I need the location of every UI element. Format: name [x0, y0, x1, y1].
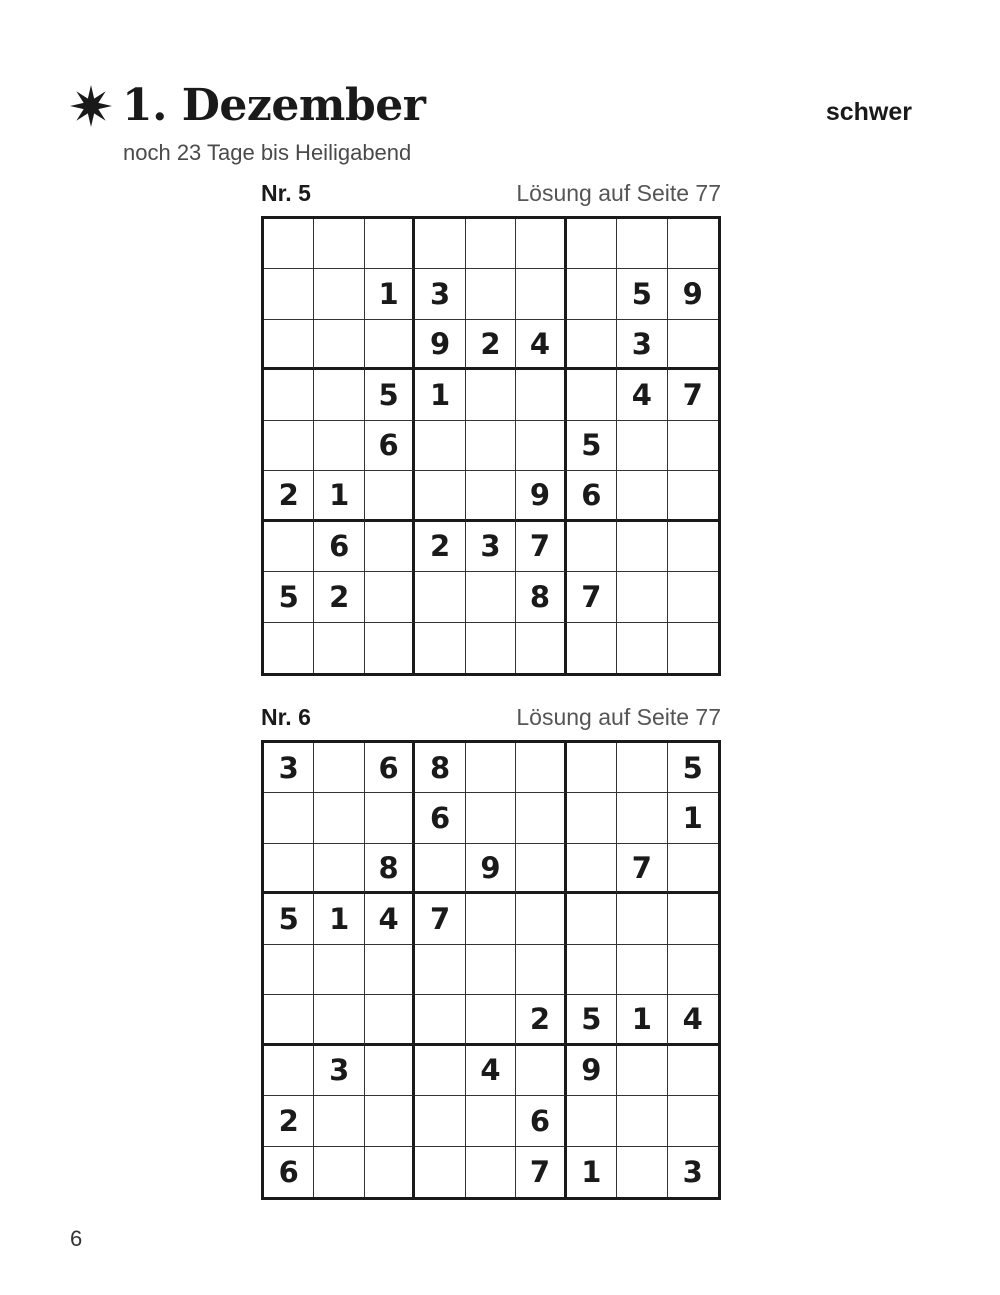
sudoku-cell[interactable]: 6 — [264, 1147, 314, 1197]
puzzle-header — [261, 704, 721, 732]
sudoku-cell[interactable]: 1 — [314, 894, 364, 944]
sudoku-cell[interactable] — [264, 522, 314, 572]
sudoku-cell[interactable] — [567, 219, 617, 269]
sudoku-cell[interactable] — [264, 320, 314, 370]
sudoku-cell[interactable] — [516, 623, 566, 673]
sudoku-cell[interactable]: 6 — [567, 471, 617, 521]
sudoku-cell[interactable]: 6 — [365, 743, 415, 793]
sudoku-cell[interactable] — [466, 623, 516, 673]
sudoku-cell[interactable]: 7 — [567, 572, 617, 622]
sudoku-cell[interactable] — [567, 945, 617, 995]
sudoku-cell[interactable]: 3 — [415, 269, 465, 319]
sudoku-cell[interactable] — [567, 743, 617, 793]
sudoku-cell[interactable]: 2 — [264, 471, 314, 521]
sudoku-cell[interactable] — [264, 1046, 314, 1096]
sudoku-cell[interactable] — [617, 572, 667, 622]
sudoku-cell[interactable] — [314, 219, 364, 269]
sudoku-cell[interactable] — [617, 471, 667, 521]
sudoku-cell[interactable] — [567, 320, 617, 370]
sudoku-cell[interactable] — [668, 522, 718, 572]
sudoku-cell[interactable]: 5 — [567, 421, 617, 471]
sudoku-cell[interactable] — [516, 370, 566, 420]
sudoku-cell[interactable]: 1 — [668, 793, 718, 843]
sudoku-puzzle-6 — [261, 704, 721, 1200]
sudoku-cell[interactable] — [567, 522, 617, 572]
sudoku-cell[interactable] — [466, 743, 516, 793]
sudoku-cell[interactable]: 4 — [365, 894, 415, 944]
sudoku-cell[interactable]: 5 — [365, 370, 415, 420]
sudoku-cell[interactable]: 8 — [516, 572, 566, 622]
sudoku-cell[interactable]: 4 — [466, 1046, 516, 1096]
sudoku-cell[interactable] — [264, 421, 314, 471]
sudoku-cell[interactable] — [567, 894, 617, 944]
sudoku-cell[interactable] — [516, 1046, 566, 1096]
difficulty-label: schwer — [825, 98, 912, 126]
sudoku-cell[interactable] — [516, 219, 566, 269]
sudoku-cell[interactable] — [516, 793, 566, 843]
sudoku-cell[interactable]: 2 — [314, 572, 364, 622]
sudoku-cell[interactable]: 5 — [668, 743, 718, 793]
sudoku-cell[interactable] — [314, 320, 364, 370]
sudoku-cell[interactable] — [314, 370, 364, 420]
sudoku-cell[interactable] — [264, 995, 314, 1045]
sudoku-cell[interactable] — [365, 945, 415, 995]
sudoku-cell[interactable] — [365, 1096, 415, 1146]
sudoku-cell[interactable]: 1 — [567, 1147, 617, 1197]
sudoku-cell[interactable] — [466, 1147, 516, 1197]
sudoku-cell[interactable]: 3 — [682, 1154, 703, 1189]
sudoku-cell[interactable] — [365, 1046, 415, 1096]
sudoku-cell[interactable] — [365, 219, 415, 269]
sudoku-cell[interactable] — [264, 269, 314, 319]
page-number: 6 — [70, 1226, 83, 1251]
sudoku-cell[interactable] — [668, 219, 718, 269]
sudoku-cell[interactable]: 1 — [365, 269, 415, 319]
sudoku-cell[interactable] — [466, 219, 516, 269]
sudoku-cell[interactable] — [567, 269, 617, 319]
sudoku-cell[interactable]: 9 — [567, 1046, 617, 1096]
sudoku-grid — [261, 740, 721, 1200]
sudoku-cell[interactable] — [264, 793, 314, 843]
sudoku-cell[interactable]: 7 — [415, 894, 465, 944]
sudoku-cell[interactable] — [617, 743, 667, 793]
puzzle-number: Nr. 6 — [261, 704, 311, 730]
sudoku-cell[interactable] — [264, 945, 314, 995]
sudoku-cell[interactable]: 9 — [466, 844, 516, 894]
sudoku-cell[interactable]: 6 — [415, 793, 465, 843]
sudoku-cell[interactable] — [617, 1046, 667, 1096]
sudoku-cell[interactable]: 6 — [516, 1096, 566, 1146]
sudoku-cell[interactable] — [314, 743, 364, 793]
sudoku-cell[interactable]: 5 — [617, 269, 667, 319]
sudoku-cell[interactable] — [314, 793, 364, 843]
sudoku-cell[interactable] — [314, 1096, 364, 1146]
sudoku-cell[interactable]: 5 — [567, 995, 617, 1045]
sudoku-cell[interactable] — [415, 623, 465, 673]
sudoku-cell[interactable] — [516, 743, 566, 793]
sudoku-cell[interactable] — [365, 471, 415, 521]
sudoku-cell[interactable] — [314, 844, 364, 894]
sudoku-cell[interactable] — [516, 421, 566, 471]
sudoku-grid — [261, 216, 721, 676]
sudoku-cell[interactable] — [516, 894, 566, 944]
sudoku-cell[interactable] — [516, 269, 566, 319]
sudoku-cell[interactable] — [668, 844, 718, 894]
sudoku-cell[interactable] — [466, 995, 516, 1045]
sudoku-cell[interactable] — [466, 370, 516, 420]
sudoku-cell[interactable]: 2 — [264, 1096, 314, 1146]
sudoku-cell[interactable] — [415, 1096, 465, 1146]
sudoku-cell[interactable]: 8 — [415, 743, 465, 793]
sudoku-cell[interactable]: 5 — [264, 894, 314, 944]
sudoku-cell[interactable] — [415, 1046, 465, 1096]
sudoku-cell[interactable]: 9 — [516, 471, 566, 521]
sudoku-cell[interactable] — [415, 844, 465, 894]
sudoku-cell[interactable] — [415, 219, 465, 269]
sudoku-cell[interactable]: 5 — [264, 572, 314, 622]
sudoku-cell[interactable]: 2 — [466, 320, 516, 370]
puzzle-header — [261, 180, 721, 208]
sudoku-cell[interactable] — [567, 793, 617, 843]
sudoku-cell[interactable] — [668, 320, 718, 370]
sudoku-cell[interactable] — [466, 471, 516, 521]
page-title: 1. Dezember — [122, 80, 426, 131]
sudoku-cell[interactable] — [617, 623, 667, 673]
sudoku-cell[interactable] — [668, 894, 718, 944]
sudoku-cell[interactable] — [668, 1046, 718, 1096]
sudoku-cell[interactable] — [415, 945, 465, 995]
sudoku-cell[interactable] — [466, 1096, 516, 1146]
sudoku-cell[interactable] — [365, 793, 415, 843]
sudoku-cell[interactable]: 4 — [617, 370, 667, 420]
sudoku-cell[interactable]: 3 — [264, 743, 314, 793]
sudoku-cell[interactable]: 6 — [365, 421, 415, 471]
sudoku-cell[interactable] — [415, 995, 465, 1045]
sudoku-cell[interactable] — [617, 1147, 667, 1197]
sudoku-cell[interactable] — [415, 572, 465, 622]
sudoku-cell[interactable] — [567, 1096, 617, 1146]
sudoku-cell[interactable] — [365, 995, 415, 1045]
sudoku-cell[interactable] — [264, 370, 314, 420]
sudoku-cell[interactable] — [314, 945, 364, 995]
sudoku-cell[interactable] — [617, 522, 667, 572]
sudoku-cell[interactable] — [264, 844, 314, 894]
sudoku-cell[interactable] — [516, 844, 566, 894]
sudoku-cell[interactable] — [466, 421, 516, 471]
sudoku-cell[interactable] — [314, 269, 364, 319]
sudoku-cell[interactable] — [365, 623, 415, 673]
puzzle-number: Nr. 5 — [261, 180, 311, 206]
sudoku-cell[interactable] — [668, 1096, 718, 1146]
sudoku-cell[interactable] — [668, 572, 718, 622]
sudoku-cell[interactable] — [365, 1147, 415, 1197]
sudoku-cell[interactable] — [314, 995, 364, 1045]
eight-point-star-icon — [70, 85, 112, 127]
sudoku-puzzle-5 — [261, 180, 721, 676]
sudoku-cell[interactable]: 7 — [668, 370, 718, 420]
sudoku-cell[interactable]: 7 — [617, 844, 667, 894]
sudoku-cell[interactable] — [466, 894, 516, 944]
sudoku-cell[interactable] — [314, 421, 364, 471]
sudoku-cell[interactable]: 1 — [314, 471, 364, 521]
sudoku-cell[interactable]: 8 — [365, 844, 415, 894]
sudoku-cell[interactable] — [567, 623, 617, 673]
sudoku-cell[interactable] — [314, 623, 364, 673]
sudoku-cell[interactable] — [617, 1096, 667, 1146]
sudoku-cell[interactable] — [668, 945, 718, 995]
sudoku-cell[interactable] — [567, 370, 617, 420]
sudoku-cell[interactable] — [264, 219, 314, 269]
solution-reference: Lösung auf Seite 77 — [516, 180, 721, 206]
sudoku-cell[interactable] — [365, 572, 415, 622]
sudoku-cell[interactable] — [365, 320, 415, 370]
sudoku-cell[interactable]: 4 — [668, 995, 718, 1045]
sudoku-cell[interactable] — [415, 421, 465, 471]
sudoku-cell[interactable] — [314, 1147, 364, 1197]
sudoku-cell[interactable]: 9 — [668, 269, 718, 319]
sudoku-cell[interactable] — [668, 471, 718, 521]
sudoku-cell[interactable] — [415, 1147, 465, 1197]
sudoku-cell[interactable] — [617, 945, 667, 995]
sudoku-cell[interactable]: 9 — [415, 320, 465, 370]
sudoku-cell[interactable] — [668, 623, 718, 673]
sudoku-cell[interactable] — [668, 421, 718, 471]
page-subtitle: noch 23 Tage bis Heiligabend — [123, 140, 412, 165]
sudoku-cell[interactable]: 4 — [516, 320, 566, 370]
sudoku-cell[interactable] — [415, 471, 465, 521]
sudoku-cell[interactable] — [617, 421, 667, 471]
sudoku-cell[interactable] — [516, 945, 566, 995]
sudoku-cell[interactable]: 1 — [415, 370, 465, 420]
sudoku-cell[interactable] — [567, 844, 617, 894]
sudoku-cell[interactable] — [466, 945, 516, 995]
sudoku-cell[interactable] — [466, 793, 516, 843]
sudoku-cell[interactable]: 3 — [314, 1046, 364, 1096]
sudoku-cell[interactable] — [466, 572, 516, 622]
page-header — [70, 78, 425, 134]
sudoku-cell[interactable]: 3 — [617, 320, 667, 370]
sudoku-cell[interactable]: 3 — [466, 522, 516, 572]
sudoku-cell[interactable] — [617, 793, 667, 843]
sudoku-cell[interactable]: 7 — [516, 1147, 566, 1197]
sudoku-cell[interactable]: 2 — [516, 995, 566, 1045]
sudoku-cell[interactable] — [466, 269, 516, 319]
sudoku-cell[interactable] — [264, 623, 314, 673]
sudoku-cell[interactable] — [617, 219, 667, 269]
solution-reference: Lösung auf Seite 77 — [516, 704, 721, 730]
sudoku-cell[interactable]: 1 — [617, 995, 667, 1045]
sudoku-cell[interactable] — [617, 894, 667, 944]
sudoku-cell[interactable] — [365, 522, 415, 572]
sudoku-cell[interactable]: 6 — [314, 522, 364, 572]
sudoku-cell[interactable]: 2 — [415, 522, 465, 572]
sudoku-cell[interactable]: 7 — [516, 522, 566, 572]
